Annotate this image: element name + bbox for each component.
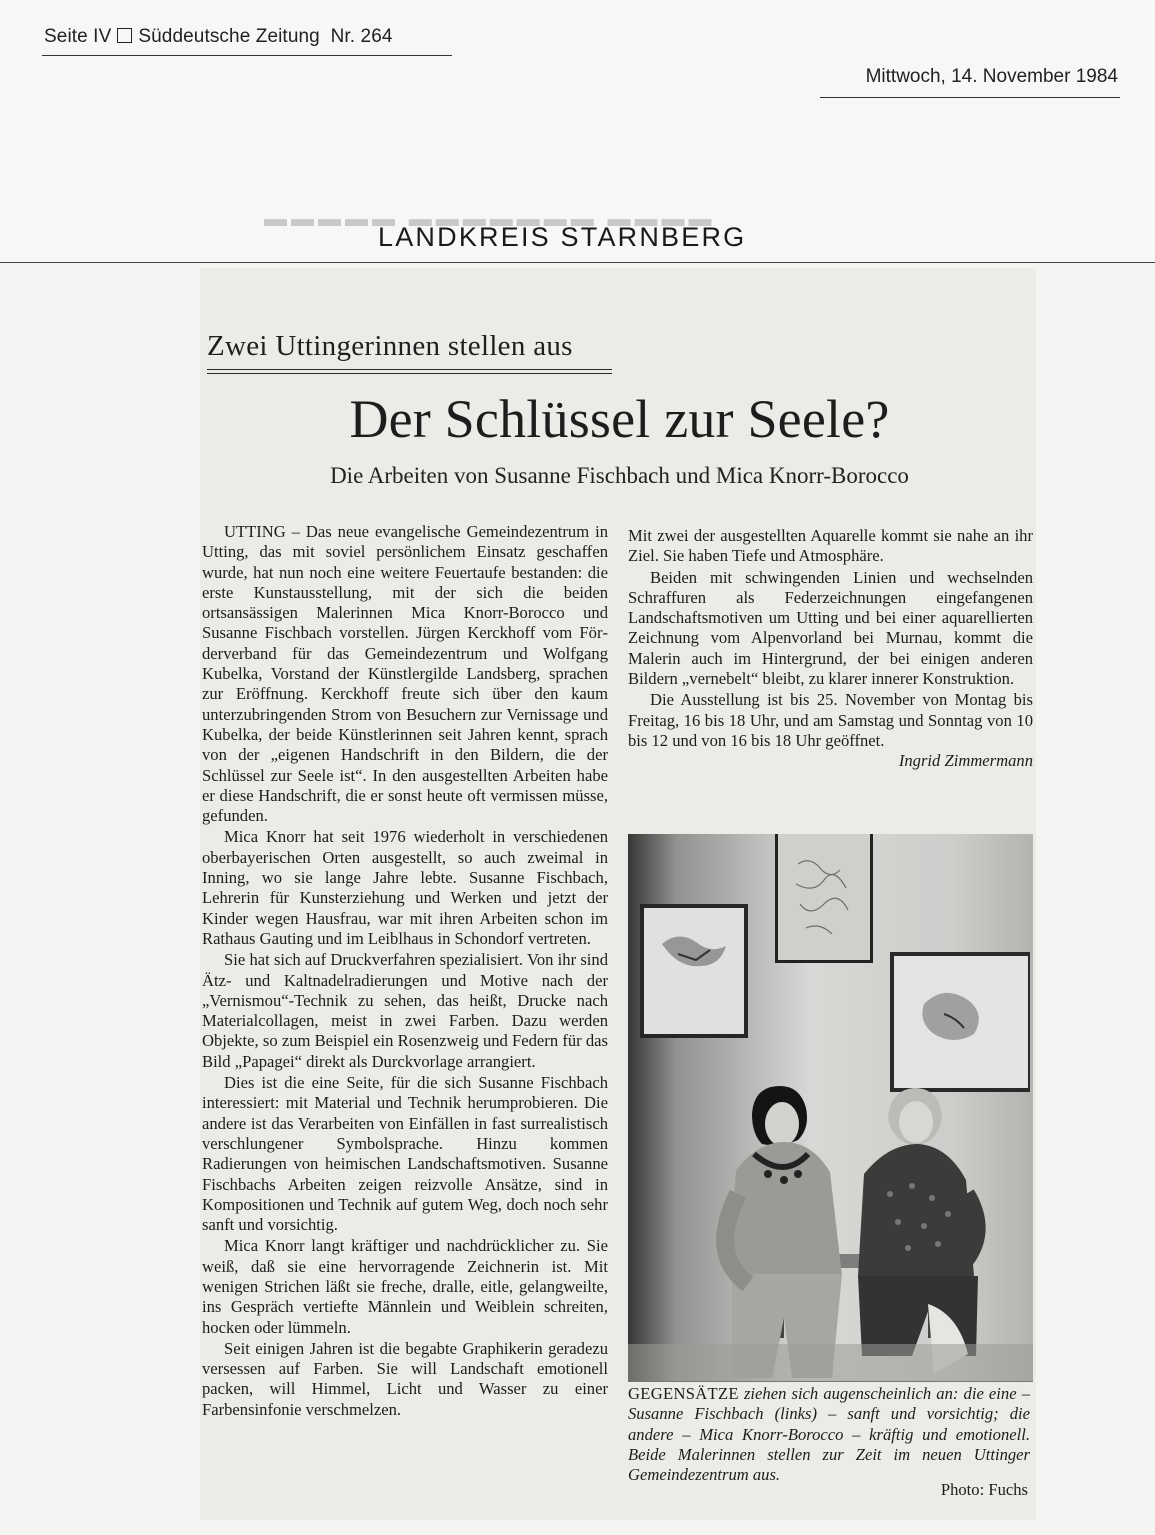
- article-subhead: Die Arbeiten von Susanne Fischbach und Mica Knorr-Borocco: [330, 463, 909, 488]
- paragraph: Seit einigen Jahren ist die begabte Graphikerin geradezu versessen auf Farben. Sie will Landschaft emotionell packen, will Himmel, Licht und Wasser zu einer Farbensinfonie verschmelzen.: [202, 1338, 608, 1419]
- article-column-1: [202, 522, 608, 1420]
- paragraph: Mica Knorr langt kräftiger und nachdrücklicher zu. Sie weiß, daß sie eine hervorragende Zeichnerin ist. Mit wenigen Strichen läßt sie freche, dralle, eitle, gelangweilte, ins Gespräch vertiefte Männlein und Weiblein schreiten, hocken oder lümmeln.: [202, 1236, 608, 1337]
- paragraph: Beiden mit schwingenden Linien und wechselnden Schraffuren als Federzeichnungen eingefangenen Landschaftsmotiven um Utting und bei einer aquarellierten Zeichnung vom Alpenvorland bei Murnau, kommt die Malerin auch im Hintergrund, der bei einigen anderen Bildern „vernebelt“ bleibt, zu klarer innerer Konstruktion.: [628, 567, 1033, 689]
- overline-rule: [207, 369, 612, 370]
- header-rule: [42, 55, 452, 56]
- photo-credit: Photo: Fuchs: [940, 1480, 1028, 1499]
- paragraph: UTTING – Das neue evangelische Gemeindezentrum in Utting, das mit soviel persönlichem Einsatz geschaffen wurde, hat nun noch eine weitere Feuertaufe bestanden: die erste Kunstausstellung, mit der sich die beiden ortsansässigen Malerinnen Mica Knorr-Borocco und Susanne Fischbach vorstellen. Jürgen Kerckhoff vom Förderverband für das Gemeindezentrum und Wolfgang Kubelka, Vorstand der Künstlergilde Landsberg, sprachen zur Eröffnung. Kerckhoff freute sich über den kaum unterzubringenden Strom von Besuchern zur Vernissage und Kubelka, der beide Künstlerinnen seit Jahren kennt, sprach von der „eigenen Handschrift in den Bildern, die der Schlüssel zur Seele ist“. In den ausgestellten Arbeiten habe er diese Handschrift, die er sonst heute oft vermissen müsse, gefunden.: [202, 522, 608, 826]
- paragraph: Die Ausstellung ist bis 25. November von Montag bis Freitag, 16 bis 18 Uhr, und am Samstag und Sonntag von 10 bis 12 und von 16 bis 18 Uhr geöffnet.: [628, 690, 1033, 750]
- page-header: [44, 26, 393, 48]
- photo-illustration: [628, 834, 1033, 1381]
- paragraph: Dies ist die eine Seite, für die sich Susanne Fischbach interessiert: mit Material und Technik herumprobieren. Die andere ist das Verarbeiten von Einfällen in fast surrealistisch verschlungener Symbolsprache. Hinzu kommen Radierungen von heimischen Landschaftsmotiven. Susanne Fischbachs Arbeiten zeigen reizvolle Ansätze, sind in Kompositionen und Technik auf gutem Weg, doch noch sehr sanft und vorsichtig.: [202, 1073, 608, 1235]
- paragraph: Mit zwei der ausgestellten Aquarelle kommt sie nahe an ihr Ziel. Sie haben Tiefe und Atmosphäre.: [628, 526, 1033, 566]
- issue-date: Mittwoch, 14. November 1984: [865, 66, 1118, 87]
- date-rule: [820, 97, 1120, 98]
- page-number: Seite IV: [44, 26, 112, 47]
- article-headline: Der Schlüssel zur Seele?: [349, 389, 890, 449]
- article-photo: [628, 834, 1033, 1382]
- article-column-2: [628, 526, 1033, 772]
- square-icon: [117, 28, 132, 43]
- section-title: LANDKREIS STARNBERG: [378, 222, 747, 252]
- issue-number: Nr. 264: [330, 26, 393, 47]
- paragraph: Sie hat sich auf Druckverfahren spezialisiert. Von ihr sind Ätz- und Kaltnadelradierungen und Motive nach der „Vernismou“-Technik zu sehen, das heißt, Drucke nach Materialcollagen, meist in zwei Farben. Dazu werden Objekte, so zum Beispiel ein Rosenzweig und Federn für das Bild „Papagei“ direkt als Durckvorlage arrangiert.: [202, 950, 608, 1071]
- author-byline: Ingrid Zimmermann: [898, 751, 1033, 771]
- caption-text: ziehen sich augenscheinlich an: die eine – Susanne Fischbach (links) – sanft und vorsichtig; die andere – Mica Knorr-Borocco – kräftig und emotionell. Beide Malerinnen stellen zur Zeit im neuen Uttinger Gemeindezentrum aus.: [628, 1384, 1030, 1485]
- section-rule: [0, 262, 1155, 263]
- bleed-through-text: ▬▬▬▬ ▬▬▬▬▬▬▬ ▬▬▬▬▬: [260, 206, 712, 231]
- newspaper-name: Süddeutsche Zeitung: [138, 26, 320, 47]
- paragraph: Mica Knorr hat seit 1976 wiederholt in verschiedenen oberbayerischen Orten ausgestellt, so auch zweimal in Inning, wo sie lange Jahre lebte. Susanne Fischbach, Lehrerin für Kunsterziehung und Werken und jetzt der Kinder wegen Hausfrau, war mit ihren Arbeiten schon im Rathaus Gauting und im Leiblhaus in Schondorf vertreten.: [202, 827, 608, 948]
- photo-caption: [628, 1384, 1030, 1485]
- overline-rule: [207, 373, 612, 374]
- article-overline: Zwei Uttingerinnen stellen aus: [207, 330, 573, 362]
- caption-lead: GEGENSÄTZE: [628, 1384, 739, 1403]
